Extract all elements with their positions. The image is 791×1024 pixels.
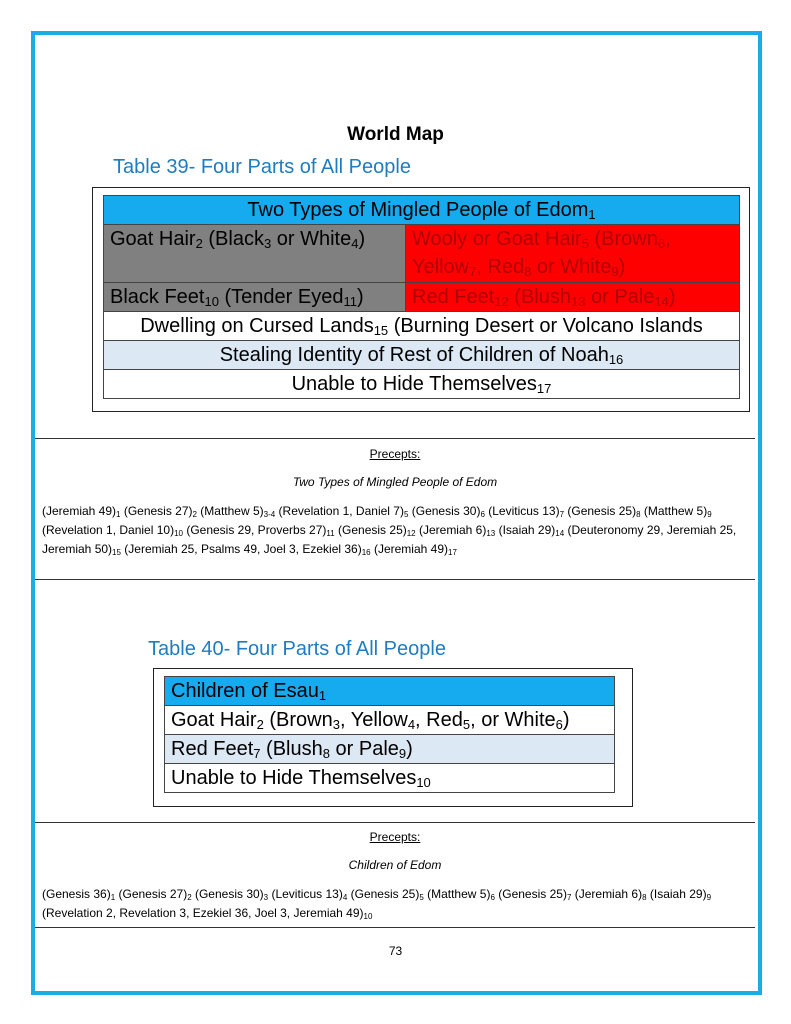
footnote-ref: 8 xyxy=(524,264,532,279)
footnote-ref: 10 xyxy=(204,294,219,309)
footnote-ref: 7 xyxy=(559,510,565,519)
table-40-row1 xyxy=(165,677,615,706)
footnote-ref: 17 xyxy=(536,381,552,396)
text-run: or White xyxy=(271,228,352,250)
text-run: (Black xyxy=(202,228,264,250)
footnote-ref: 17 xyxy=(448,548,457,557)
text-run: (Burning Desert or Volcano Islands xyxy=(388,315,703,337)
text-run: (Genesis 29, Proverbs 27) xyxy=(182,523,327,537)
text-run: ) xyxy=(562,709,570,731)
divider-4 xyxy=(35,927,755,928)
footnote-ref: 2 xyxy=(256,717,264,732)
text-run: Dwelling on Cursed Lands xyxy=(140,315,374,337)
text-run: (Jeremiah 6) xyxy=(415,523,487,537)
text-run: (Genesis 27) xyxy=(120,504,193,518)
text-run: (Genesis 25) xyxy=(334,523,407,537)
footnote-ref: 10 xyxy=(174,529,183,538)
footnote-ref: 3 xyxy=(263,893,269,902)
table-39-row2-left xyxy=(104,283,406,312)
text-run: (Deuteronomy 29, Jeremiah 25, Jeremiah 50) xyxy=(42,523,737,556)
table-39-row2-right xyxy=(406,283,740,312)
text-run: , Red xyxy=(476,256,525,278)
footnote-ref: 2 xyxy=(195,236,203,251)
table-39-header xyxy=(104,196,740,225)
footnote-ref: 3 xyxy=(263,236,272,251)
text-run: (Brown xyxy=(588,228,658,250)
footnote-ref: 16 xyxy=(361,548,371,557)
footnote-ref: 4 xyxy=(342,893,348,902)
table-39-caption: Table 39- Four Parts of All People xyxy=(113,156,411,178)
footnote-ref: 9 xyxy=(707,510,712,519)
text-run: , Red xyxy=(415,709,463,731)
text-run: Goat Hair xyxy=(110,228,196,250)
precepts-2-references xyxy=(42,885,752,923)
text-run: (Blush xyxy=(508,286,571,308)
precepts-2-subtitle: Children of Edom xyxy=(348,858,442,872)
footnote-ref: 6 xyxy=(490,893,495,902)
page-title: World Map xyxy=(347,124,444,145)
text-run: (Revelation 1, Daniel 10) xyxy=(42,523,175,537)
text-run: (Isaiah 29) xyxy=(646,887,707,901)
text-run: ) xyxy=(618,256,626,278)
text-run: ) xyxy=(406,738,413,760)
footnote-ref: 5 xyxy=(581,236,589,251)
text-run: Unable to Hide Themselves xyxy=(171,767,417,789)
text-run: (Revelation 2, Revelation 3, Ezekiel 36, Joel 3, Jeremiah 49) xyxy=(42,906,364,920)
footnote-ref: 6 xyxy=(657,236,666,251)
text-run: (Isaiah 29) xyxy=(495,523,556,537)
text-run: (Genesis 27) xyxy=(115,887,188,901)
text-run: Two Types of Mingled People of Edom xyxy=(247,199,589,221)
divider-3 xyxy=(35,822,755,823)
footnote-ref: 1 xyxy=(318,688,327,703)
footnote-ref: 3 xyxy=(332,717,340,732)
table-39-row3 xyxy=(104,312,740,341)
text-run: Stealing Identity of Rest of Children of Noah xyxy=(219,344,609,366)
footnote-ref: 8 xyxy=(636,510,641,519)
text-run: , Yellow xyxy=(339,709,408,731)
text-run: Red Feet xyxy=(171,738,254,760)
footnote-ref: 14 xyxy=(555,529,565,538)
table-40-caption: Table 40- Four Parts of All People xyxy=(148,638,446,660)
text-run: (Jeremiah 25, Psalms 49, Joel 3, Ezekiel 36) xyxy=(120,542,362,556)
footnote-ref: 16 xyxy=(608,352,624,367)
divider-1 xyxy=(35,438,755,439)
table-40-row4 xyxy=(165,764,615,793)
text-run: (Genesis 25) xyxy=(347,887,420,901)
page-number: 73 xyxy=(388,944,403,958)
text-run: (Tender Eyed xyxy=(218,286,344,308)
table-39-row1-left xyxy=(104,225,406,283)
text-run: , Yellow xyxy=(412,228,671,278)
footnote-ref: 13 xyxy=(486,529,496,538)
footnote-ref: 13 xyxy=(570,294,586,309)
footnote-ref: 9 xyxy=(611,264,619,279)
text-run: (Blush xyxy=(260,738,323,760)
footnote-ref: 10 xyxy=(416,775,431,790)
footnote-ref: 4 xyxy=(351,236,359,251)
footnote-ref: 15 xyxy=(373,323,389,338)
table-40-row3 xyxy=(165,735,615,764)
footnote-ref: 4 xyxy=(407,717,416,732)
footnote-ref: 7 xyxy=(566,893,572,902)
text-run: ) xyxy=(356,286,364,308)
footnote-ref: 3-4 xyxy=(263,510,276,519)
text-run: Goat Hair xyxy=(171,709,257,731)
text-run: (Brown xyxy=(263,709,333,731)
text-run: (Jeremiah 49) xyxy=(370,542,448,556)
footnote-ref: 1 xyxy=(110,893,116,902)
text-run: Red Feet xyxy=(412,286,495,308)
footnote-ref: 5 xyxy=(403,510,409,519)
text-run: or Pale xyxy=(329,738,399,760)
text-run: (Genesis 30) xyxy=(191,887,264,901)
footnote-ref: 11 xyxy=(326,529,335,538)
footnote-ref: 12 xyxy=(406,529,416,538)
text-run: or White xyxy=(531,256,612,278)
footnote-ref: 1 xyxy=(116,510,121,519)
text-run: Unable to Hide Themselves xyxy=(291,373,537,395)
footnote-ref: 9 xyxy=(706,893,712,902)
table-39-row5 xyxy=(104,370,740,399)
footnote-ref: 11 xyxy=(343,294,357,309)
text-run: or Pale xyxy=(585,286,655,308)
divider-2 xyxy=(35,579,755,580)
text-run: (Genesis 25) xyxy=(564,504,637,518)
text-run: (Leviticus 13) xyxy=(484,504,560,518)
text-run: Children of Esau xyxy=(171,680,319,702)
precepts-1-subtitle: Two Types of Mingled People of Edom xyxy=(292,475,498,489)
text-run: (Matthew 5) xyxy=(640,504,708,518)
text-run: (Genesis 36) xyxy=(42,887,111,901)
footnote-ref: 7 xyxy=(469,264,477,279)
footnote-ref: 5 xyxy=(419,893,424,902)
text-run: , or White xyxy=(470,709,556,731)
table-39 xyxy=(103,195,740,399)
text-run: (Genesis 30) xyxy=(408,504,481,518)
precepts-1-heading: Precepts: xyxy=(369,447,421,461)
footnote-ref: 1 xyxy=(588,207,596,222)
footnote-ref: 12 xyxy=(494,294,509,309)
footnote-ref: 15 xyxy=(112,548,121,557)
footnote-ref: 8 xyxy=(322,746,330,761)
text-run: (Leviticus 13) xyxy=(268,887,343,901)
table-39-row4 xyxy=(104,341,740,370)
table-40-row2 xyxy=(165,706,615,735)
footnote-ref: 2 xyxy=(192,510,197,519)
precepts-1-references xyxy=(42,502,752,559)
footnote-ref: 7 xyxy=(253,746,261,761)
text-run: (Matthew 5) xyxy=(423,887,491,901)
footnote-ref: 8 xyxy=(642,893,647,902)
text-run: Black Feet xyxy=(110,286,205,308)
text-run: (Genesis 25) xyxy=(494,887,567,901)
text-run: (Matthew 5) xyxy=(196,504,264,518)
footnote-ref: 2 xyxy=(187,893,192,902)
footnote-ref: 10 xyxy=(363,912,373,921)
precepts-2-heading: Precepts: xyxy=(369,830,421,844)
table-40 xyxy=(164,676,615,793)
text-run: ) xyxy=(668,286,676,308)
table-39-row1-right xyxy=(406,225,740,283)
text-run: (Revelation 1, Daniel 7) xyxy=(275,504,404,518)
footnote-ref: 14 xyxy=(654,294,669,309)
text-run: Wooly or Goat Hair xyxy=(412,228,582,250)
text-run: ) xyxy=(358,228,366,250)
text-run: (Jeremiah 49) xyxy=(42,504,117,518)
text-run: (Jeremiah 6) xyxy=(571,887,643,901)
footnote-ref: 9 xyxy=(398,746,407,761)
footnote-ref: 6 xyxy=(480,510,485,519)
footnote-ref: 5 xyxy=(462,717,471,732)
footnote-ref: 6 xyxy=(555,717,563,732)
